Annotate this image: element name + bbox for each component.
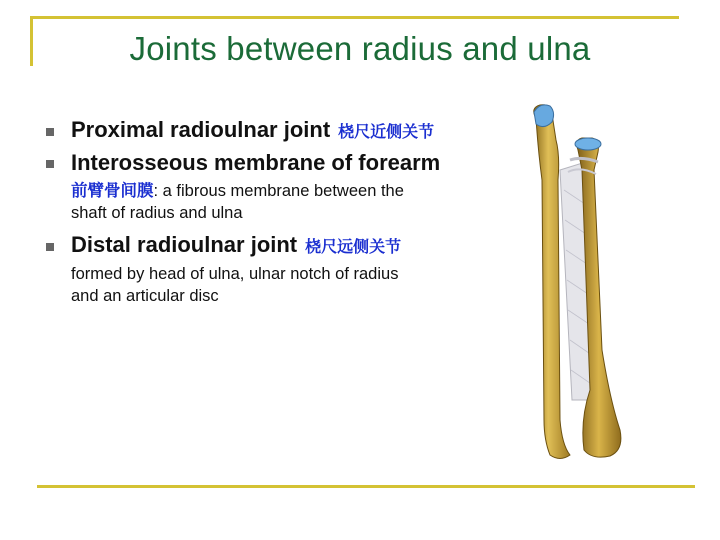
- radius-ulna-bone-illustration: [520, 100, 630, 465]
- item-proximal-joint: [71, 117, 434, 143]
- item-label: Interosseous membrane of forearm: [71, 150, 441, 175]
- bullet-marker: [46, 160, 54, 168]
- desc-line: formed by head of ulna, ulnar notch of radius: [71, 265, 399, 283]
- ulna-bone-shape: [534, 105, 570, 459]
- item-label-cn: 桡尺近侧关节: [338, 122, 435, 141]
- desc-line: and an articular disc: [71, 287, 219, 305]
- frame-top-rule: [32, 16, 679, 19]
- bullet-marker: [46, 243, 54, 251]
- slide-title: Joints between radius and ulna: [129, 30, 591, 67]
- item-label: Distal radioulnar joint: [71, 232, 298, 257]
- item-label: Proximal radioulnar joint: [71, 117, 331, 142]
- radial-head-cartilage-shape: [575, 138, 601, 150]
- proximal-cartilage-shape: [534, 105, 554, 127]
- desc-line: shaft of radius and ulna: [71, 204, 243, 222]
- item-description: [71, 263, 398, 307]
- desc-line: : a fibrous membrane between the: [153, 182, 404, 200]
- term-cn: 前臂骨间膜: [71, 181, 154, 200]
- item-description: [71, 180, 404, 224]
- item-label-cn: 桡尺远侧关节: [305, 237, 402, 256]
- bullet-marker: [46, 128, 54, 136]
- frame-bottom-rule: [37, 485, 695, 488]
- item-distal-joint: [71, 232, 401, 258]
- item-interosseous-membrane: [71, 150, 440, 176]
